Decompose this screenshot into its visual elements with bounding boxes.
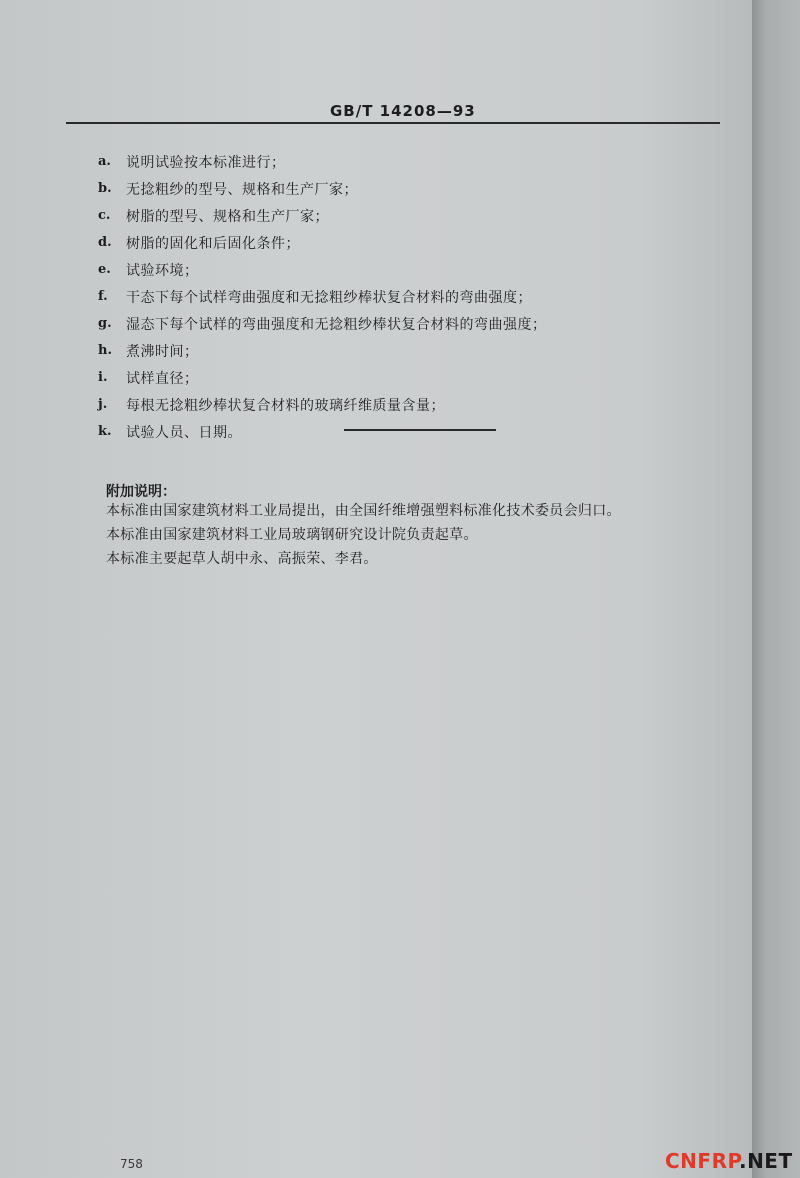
- list-item: [98, 310, 547, 337]
- list-item: [98, 229, 547, 256]
- item-text: 每根无捻粗纱棒状复合材料的玻璃纤维质量含量；: [126, 397, 445, 414]
- item-letter: a.: [98, 154, 111, 169]
- item-letter: d.: [98, 235, 112, 250]
- item-text: 说明试验按本标准进行；: [126, 154, 286, 171]
- site-watermark: [665, 1149, 793, 1173]
- list-item: [98, 283, 547, 310]
- list-item: [98, 202, 547, 229]
- additional-notes-title: 附加说明：: [106, 484, 176, 500]
- item-letter: g.: [98, 316, 112, 331]
- item-text: 树脂的固化和后固化条件；: [126, 235, 300, 252]
- section-divider: [344, 429, 496, 431]
- item-text: 试样直径；: [126, 370, 199, 387]
- item-letter: e.: [98, 262, 111, 277]
- item-letter: j.: [98, 397, 108, 412]
- item-letter: k.: [98, 424, 112, 439]
- item-text: 煮沸时间；: [126, 343, 199, 360]
- list-item: [98, 364, 547, 391]
- item-text: 无捻粗纱的型号、规格和生产厂家；: [126, 181, 358, 198]
- report-items-list: [98, 148, 547, 445]
- standard-code-header: GB/T 14208—93: [330, 102, 476, 120]
- note-line: 本标准由国家建筑材料工业局玻璃钢研究设计院负责起草。: [106, 527, 478, 543]
- item-letter: i.: [98, 370, 108, 385]
- list-item: [98, 418, 547, 445]
- watermark-domain: .NET: [738, 1149, 793, 1173]
- note-line: 本标准由国家建筑材料工业局提出，由全国纤维增强塑料标准化技术委员会归口。: [106, 503, 621, 519]
- item-text: 试验人员、日期。: [126, 424, 242, 441]
- item-letter: f.: [98, 289, 108, 304]
- page-gutter: [752, 0, 800, 1178]
- item-text: 树脂的型号、规格和生产厂家；: [126, 208, 329, 225]
- additional-notes: [106, 499, 621, 571]
- list-item: [98, 256, 547, 283]
- list-item: [98, 175, 547, 202]
- item-letter: c.: [98, 208, 111, 223]
- item-letter: b.: [98, 181, 112, 196]
- list-item: [98, 148, 547, 175]
- list-item: [98, 337, 547, 364]
- watermark-brand: CNFRP: [665, 1149, 739, 1173]
- item-letter: h.: [98, 343, 112, 358]
- page-number: 758: [120, 1157, 143, 1171]
- list-item: [98, 391, 547, 418]
- item-text: 干态下每个试样弯曲强度和无捻粗纱棒状复合材料的弯曲强度；: [126, 289, 532, 306]
- note-line: 本标准主要起草人胡中永、高振荣、李君。: [106, 551, 378, 567]
- item-text: 试验环境；: [126, 262, 199, 279]
- header-rule: [66, 122, 720, 124]
- item-text: 湿态下每个试样的弯曲强度和无捻粗纱棒状复合材料的弯曲强度；: [126, 316, 547, 333]
